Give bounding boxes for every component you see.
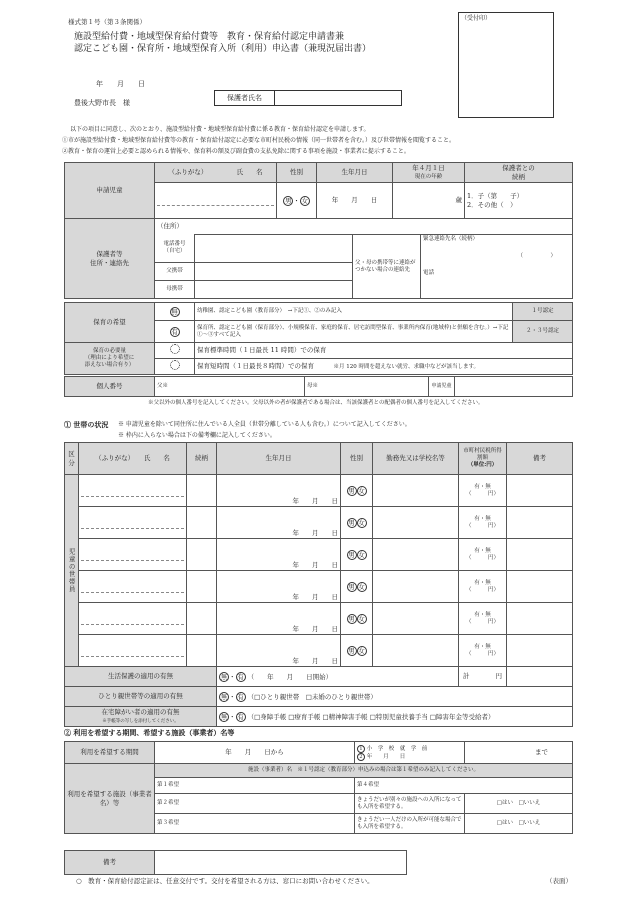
child-number-label: 申請児童 [429,377,455,397]
col-tax-label: 市町村民税所得割額 [463,448,502,462]
kana-name-header: （ふりがな） 氏 名 [155,163,277,183]
stamp-label: （受付印） [461,15,492,22]
disabled-options[interactable]: （□身障手帳 □療育手帳 □精神障害手帳 □特別児童扶養手当 □障害年金等受給者） [247,712,495,721]
period-until: まで [465,742,573,764]
child-age-input[interactable]: 歳 [393,183,465,219]
facility-label: 利用を希望する施設（事業者名）等 [65,764,155,834]
single-none[interactable]: 無 [220,692,228,701]
emergency-contact [421,235,573,299]
need-label [65,343,155,375]
col-relation: 続柄 [187,443,217,475]
emergency-label: 緊急連絡先名（続柄） [423,236,479,242]
sibling-question-2: きょうだい一人だけの入所が可能な場合でも入所を希望する。 [355,814,465,834]
member-dob[interactable]: 年 月 日 [217,539,341,571]
member-male[interactable]: 男 [348,646,355,655]
address-input[interactable]: （住所） [155,219,573,235]
member-female[interactable]: 女 [358,486,365,495]
member-female[interactable]: 女 [358,614,365,623]
col-dob: 生年月日 [217,443,341,475]
household-table [64,442,573,727]
phone-label [155,235,195,263]
sibling-answer-1 [465,794,573,814]
period-label: 利用を希望する期間 [65,742,155,764]
need-std-check[interactable] [170,344,180,354]
sibling-question-1: きょうだいが別々の施設への入所になっても入所を希望する。 [355,794,465,814]
member-male[interactable]: 男 [348,518,355,527]
mother-mobile-input[interactable] [195,281,353,299]
need-std-option [155,343,195,359]
member-relation-input[interactable] [187,539,217,571]
footer-note: ○ 教育・保育給付認定証は、任意交付です。交付を希望される方は、窓口にお問い合わせください。 [76,877,374,885]
member-remarks-input[interactable] [507,635,573,667]
table-row [65,507,573,539]
need-label-3: 添えない場合有り） [84,361,135,368]
member-sex [341,603,373,635]
title-line1: 施設型給付費・地域型保育給付費等 教育・保育給付認定申請書兼 [74,32,345,42]
cert-23: ２・３号認定 [513,321,573,343]
member-dob[interactable]: 年 月 日 [217,507,341,539]
single-parent-label: ひとり親世帯等の適用の有無 [65,687,217,707]
table-row [65,635,573,667]
pref-3[interactable]: 第３希望 [155,814,355,834]
member-tax-yen[interactable]: （ 円） [465,522,499,529]
remarks-table [64,850,407,875]
member-tax-yen[interactable]: （ 円） [465,650,499,657]
welfare-start[interactable]: （ 年 月 日開始） [247,672,333,681]
remarks-label: 備考 [65,851,155,875]
guardian-name-box[interactable] [214,90,402,106]
facility-table [64,741,573,834]
col-remarks: 備考 [507,443,573,475]
form-number: 様式第１号（第３条関係） [68,18,146,26]
period-option-1: 1 小 学 校 就 学 前 [357,745,462,753]
father-mobile-label: 父携帯 [155,263,195,281]
relation-header-line1: 保護者との [502,164,535,173]
title-line2: 認定こども園・保育所・地域型保育入所（利用）申込書（兼現況届出書） [74,44,372,54]
child-sex-select[interactable]: 男 ・ 女 [277,183,317,219]
period-to [355,742,465,764]
disabled-field: 無 ・ 有 （□身障手帳 □療育手帳 □精神障害手帳 □特別児童扶養手当 □障害年金等受給者） [217,707,573,727]
table-row [65,571,573,603]
member-sex [341,475,373,507]
date-field[interactable]: 年 月 日 [96,80,145,88]
household-note-2: ※ 枠内に入らない場合は下の備考欄に記入してください。 [118,432,276,439]
guardian-name-label: 保護者氏名 [215,91,275,105]
period-option-2: 2 年 月 日 [357,753,462,761]
disabled-label [65,707,217,727]
household-heading: ① 世帯の状況 [64,420,109,429]
hope-yes-option [155,321,195,343]
remarks-input[interactable] [155,851,407,875]
member-male[interactable]: 男 [348,550,355,559]
member-relation-input[interactable] [187,635,217,667]
need-short-note: ※月 120 時間を超えない就労、求職中などが該当します。 [333,364,480,371]
member-work-input[interactable] [373,571,459,603]
member-tax-yen[interactable]: （ 円） [465,554,499,561]
need-label-1: 保育の必要量 [92,348,126,355]
member-tax [459,539,507,571]
welfare-yes[interactable]: 有 [237,672,244,681]
home-phone-input[interactable] [195,235,353,263]
tax-total[interactable]: 計 円 [459,667,507,687]
hope-none-option [155,303,195,321]
father-mobile-input[interactable] [195,263,353,281]
member-work-input[interactable] [373,475,459,507]
member-tax-yn[interactable]: 有・無 [474,579,491,586]
member-dob[interactable]: 年 月 日 [217,635,341,667]
member-remarks-input[interactable] [507,603,573,635]
mother-number-input[interactable]: 母※ [305,377,429,397]
consent-1: ①市が施設型給付費・地域型保育給付費等の教育・保育給付認定に必要な市町村民税の情報（同一世帯者を含む。）及び世帯情報を閲覧すること。 [62,137,456,144]
dob-header: 生年月日 [317,163,393,183]
unreachable-label: 父・母の携帯等に連絡がつかない場合の連絡先 [353,235,421,299]
welfare-field: 無 ・ 有 （ 年 月 日開始） [217,667,459,687]
child-number-input[interactable] [455,377,573,397]
hope-label: 保育の希望 [65,303,155,343]
col-tax-unit: （単位:円） [467,461,498,468]
mynumber-label: 個人番号 [65,377,155,397]
need-short-option [155,359,195,375]
member-dob[interactable]: 年 月 日 [217,603,341,635]
member-sex [341,571,373,603]
period-opt-1-text[interactable]: 小 学 校 就 学 前 [366,745,428,752]
yes-2[interactable]: □はい [496,820,513,827]
total-remarks[interactable] [507,667,573,687]
intro-text: 以下の項目に同意し、次のとおり、施設型給付費・地域型保育給付費に係る教育・保育給付認定を申請します。 [70,126,370,133]
reception-stamp-box [458,12,554,118]
member-tax [459,571,507,603]
member-male[interactable]: 男 [348,582,355,591]
hope-option-2: 保育所、認定こども園（保育部分）、小規模保育、家庭的保育、居宅訪問型保育、事業所内保育(地域枠)と併願を含む。）→下記①～③すべて記入 [195,321,513,343]
member-tax [459,475,507,507]
member-tax-yn[interactable]: 有・無 [474,547,491,554]
emergency-tel-label: 電話 [423,269,435,276]
member-tax [459,635,507,667]
need-label-2: （理由により希望に [84,355,135,362]
member-work-input[interactable] [373,539,459,571]
age-header-line1: 年４月１日 [412,164,445,172]
no-2[interactable]: □いいえ [518,820,541,827]
relation-header [465,163,573,183]
need-short-check[interactable] [170,360,180,370]
mynumber-note: ※父以外の個人番号を記入してください。父母以外の者が保護者である場合は、当該保護者との配偶者の個人番号を記入してください。 [148,400,484,406]
child-relation [465,183,573,219]
member-tax-yen[interactable]: （ 円） [465,586,499,593]
hope-option-1: 幼稚園、認定こども園（教育部分） →下記①、②のみ記入 [195,303,513,321]
side-label: 児童の世帯員 [65,475,79,667]
member-tax [459,603,507,635]
col-sex: 性別 [341,443,373,475]
member-tax-yen[interactable]: （ 円） [465,490,499,497]
member-sex [341,539,373,571]
member-tax-yen[interactable]: （ 円） [465,618,499,625]
hope-yes[interactable]: 有 [171,327,178,336]
member-relation-input[interactable] [187,603,217,635]
household-note-1: ※ 申請児童を除いて同住所に住んでいる人全員（世帯分離している人も含む。）について記入してください。 [118,421,411,428]
period-from[interactable]: 年 月 日から [155,742,355,764]
welfare-none[interactable]: 無 [220,672,228,681]
member-female[interactable]: 女 [358,550,365,559]
guardian-table [64,218,573,299]
hope-none[interactable]: 無 [171,307,178,316]
member-relation-input[interactable] [187,507,217,539]
phone-label-1: 電話番号 [163,241,186,248]
period-opt-2-text[interactable]: 年 月 日 [366,753,406,760]
mother-mobile-label: 母携帯 [155,281,195,299]
member-dob[interactable]: 年 月 日 [217,475,341,507]
member-relation-input[interactable] [187,475,217,507]
member-relation-input[interactable] [187,571,217,603]
member-tax-yn[interactable]: 有・無 [474,515,491,522]
guardian-label-1: 保護者等 [96,250,123,259]
relation-option-1[interactable]: 1．子（第 子） [467,192,524,201]
child-name-input[interactable] [155,183,277,219]
age-header [393,163,465,183]
col-name: （ふりがな） 氏 名 [79,443,187,475]
welfare-label: 生活保護の適用の有無 [65,667,217,687]
disabled-none[interactable]: 無 [220,712,228,721]
applicant-child-label: 申請児童 [65,163,155,219]
pref-2[interactable]: 第２希望 [155,794,355,814]
member-work-input[interactable] [373,603,459,635]
member-sex [341,507,373,539]
addressee: 豊後大野市長 様 [74,99,130,107]
facility-header: 施設（事業者）名 ※１号認定（教育部分）申込みの場合は第１希望のみ記入してください。 [155,764,573,778]
guardian-label-2: 住所・連絡先 [90,258,129,267]
mynumber-table [64,376,573,397]
relation-header-line2: 続柄 [512,172,525,181]
member-name-input[interactable] [79,635,187,667]
sex-male[interactable]: 男 [285,196,292,205]
need-standard: 保育標準時間（１日最長 11 時間）での保育 [195,343,573,359]
table-row [65,603,573,635]
facility-heading: ② 利用を希望する期間、希望する施設（事業者）名等 [64,728,235,737]
sex-female[interactable]: 女 [301,196,308,205]
member-male[interactable]: 男 [348,486,355,495]
member-female[interactable]: 女 [358,646,365,655]
single-yes[interactable]: 有 [237,692,244,701]
phone-label-2: （自宅） [163,248,186,255]
member-name-input[interactable] [79,507,187,539]
single-parent-field: 無 ・ 有 （□ひとり親世帯 □未婚のひとり親世帯） [217,687,573,707]
no-1[interactable]: □いいえ [518,800,541,807]
yes-1[interactable]: □はい [496,800,513,807]
single-options[interactable]: （□ひとり親世帯 □未婚のひとり親世帯） [247,692,377,701]
member-female[interactable]: 女 [358,518,365,527]
hope-table [64,302,573,375]
consent-2: ②教育・保育の運営上必要と認められる情報や、保育料の額及び副食費の支払免除に関する事項を施設・事業者に提示すること。 [62,148,410,155]
disabled-label-text: 在宅障がい者の適用の有無 [101,708,180,717]
member-tax-yn[interactable]: 有・無 [474,483,491,490]
member-dob[interactable]: 年 月 日 [217,571,341,603]
pref-4[interactable]: 第４希望 [355,778,573,794]
member-tax-yn[interactable]: 有・無 [474,643,491,650]
member-work-input[interactable] [373,635,459,667]
guardian-label [65,219,155,299]
member-remarks-input[interactable] [507,475,573,507]
need-short-text: 保育短時間（１日最長８時間）での保育 [197,362,314,371]
member-name-input[interactable] [79,603,187,635]
table-row [65,539,573,571]
relation-option-2[interactable]: 2．その他（ ） [467,200,517,209]
member-name-input[interactable] [79,571,187,603]
sibling-answer-2 [465,814,573,834]
page-side: （表面） [546,877,572,885]
disabled-yes[interactable]: 有 [237,712,244,721]
application-table [64,162,573,219]
member-remarks-input[interactable] [507,571,573,603]
col-category: 区分 [65,443,79,475]
emergency-relation-input[interactable]: （ ） [517,252,556,259]
child-dob-input[interactable]: 年 月 日 [317,183,393,219]
member-tax-yn[interactable]: 有・無 [474,611,491,618]
need-short [195,359,573,375]
age-header-line2: 現在の年齢 [414,174,443,181]
member-name-input[interactable] [79,475,187,507]
member-tax [459,507,507,539]
member-work-input[interactable] [373,507,459,539]
disabled-note: ※手帳等の写しを添付してください。 [102,719,179,725]
member-male[interactable]: 男 [348,614,355,623]
col-work: 勤務先又は学校名等 [373,443,459,475]
cert-1: １号認定 [513,303,573,321]
member-sex [341,635,373,667]
col-tax [459,443,507,475]
pref-1[interactable]: 第１希望 [155,778,355,794]
member-remarks-input[interactable] [507,507,573,539]
member-female[interactable]: 女 [358,582,365,591]
member-name-input[interactable] [79,539,187,571]
member-remarks-input[interactable] [507,539,573,571]
father-number-input[interactable]: 父※ [155,377,305,397]
table-row [65,475,573,507]
sex-header: 性別 [277,163,317,183]
